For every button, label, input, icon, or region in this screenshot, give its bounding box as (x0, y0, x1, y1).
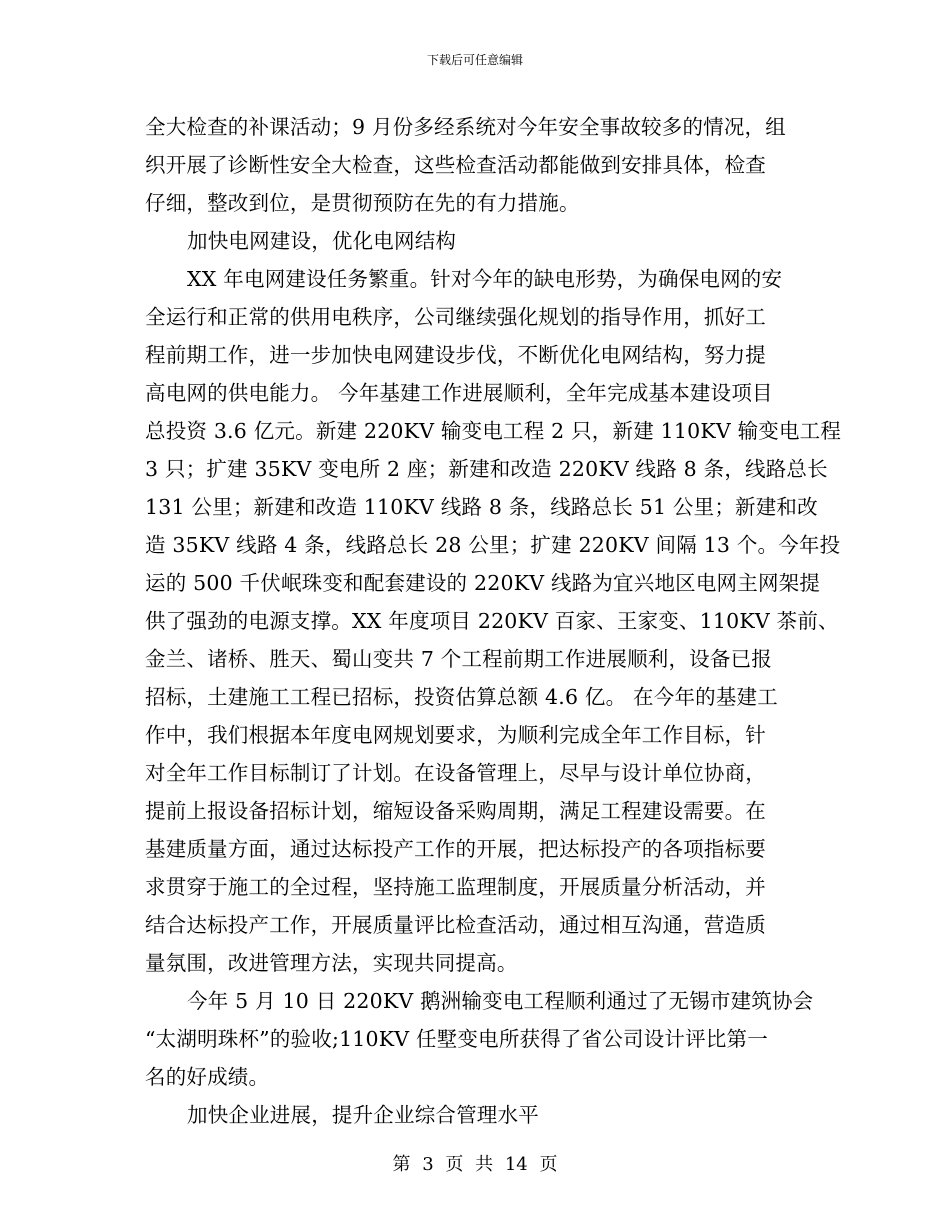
paragraph-start-line: 今年 5 月 10 日 220KV 鹅洲输变电工程顺利通过了无锡市建筑协会 (187, 989, 814, 1013)
text-line: 程前期工作，进一步加快电网建设步伐，不断优化电网结构，努力提 (145, 343, 766, 367)
text-line: 织开展了诊断性安全大检查，这些检查活动都能做到安排具体，检查 (145, 153, 766, 177)
text-line: 总投资 3.6 亿元。新建 220KV 输变电工程 2 只，新建 110KV 输变电工程 (145, 419, 842, 443)
text-line: 对全年工作目标制订了计划。在设备管理上，尽早与设计单位协商， (145, 761, 766, 785)
text-line: 提前上报设备招标计划，缩短设备采购周期，满足工程建设需要。在 (145, 799, 766, 823)
text-line: 名的好成绩。 (145, 1065, 270, 1089)
text-line: 量氛围，改进管理方法，实现共同提高。 (145, 951, 518, 975)
paragraph-start-line: XX 年电网建设任务繁重。针对今年的缺电形势，为确保电网的安 (187, 267, 783, 291)
text-line: “太湖明珠杯”的验收;110KV 任墅变电所获得了省公司设计评比第一 (145, 1027, 768, 1051)
page-header-note: 下载后可任意编辑 (426, 53, 523, 67)
text-line: 运的 500 千伏岷珠变和配套建设的 220KV 线路为宜兴地区电网主网架提 (145, 571, 821, 595)
text-line: 作中，我们根据本年度电网规划要求，为顺利完成全年工作目标，针 (145, 723, 766, 747)
section-heading: 加快电网建设，优化电网结构 (187, 229, 457, 253)
text-line: 仔细，整改到位，是贯彻预防在先的有力措施。 (145, 191, 580, 215)
section-heading: 加快企业进展，提升企业综合管理水平 (187, 1103, 539, 1127)
text-line: 供了强劲的电源支撑。XX 年度项目 220KV 百家、王家变、110KV 茶前、 (145, 609, 839, 633)
text-line: 结合达标投产工作，开展质量评比检查活动，通过相互沟通，营造质 (145, 913, 766, 937)
text-line: 高电网的供电能力。 今年基建工作进展顺利，全年完成基本建设项目 (145, 381, 773, 405)
text-line: 基建质量方面，通过达标投产工作的开展，把达标投产的各项指标要 (145, 837, 766, 861)
document-body (145, 108, 842, 1134)
text-line: 招标，土建施工工程已招标，投资估算总额 4.6 亿。 在今年的基建工 (145, 685, 778, 709)
text-line: 3 只；扩建 35KV 变电所 2 座；新建和改造 220KV 线路 8 条，线路总长 (145, 457, 828, 481)
text-line: 全大检查的补课活动；9 月份多经系统对今年安全事故较多的情况，组 (145, 115, 786, 139)
text-line: 求贯穿于施工的全过程，坚持施工监理制度，开展质量分析活动，并 (145, 875, 766, 899)
text-line: 金兰、诸桥、胜天、蜀山变共 7 个工程前期工作进展顺利，设备已报 (145, 647, 772, 671)
text-line: 造 35KV 线路 4 条，线路总长 28 公里；扩建 220KV 间隔 13 个。今年投 (145, 533, 841, 557)
page-number-footer: 第 3 页 共 14 页 (392, 1154, 558, 1175)
text-line: 131 公里；新建和改造 110KV 线路 8 条，线路总长 51 公里；新建和改 (145, 495, 818, 519)
text-line: 全运行和正常的供用电秩序，公司继续强化规划的指导作用，抓好工 (145, 305, 766, 329)
